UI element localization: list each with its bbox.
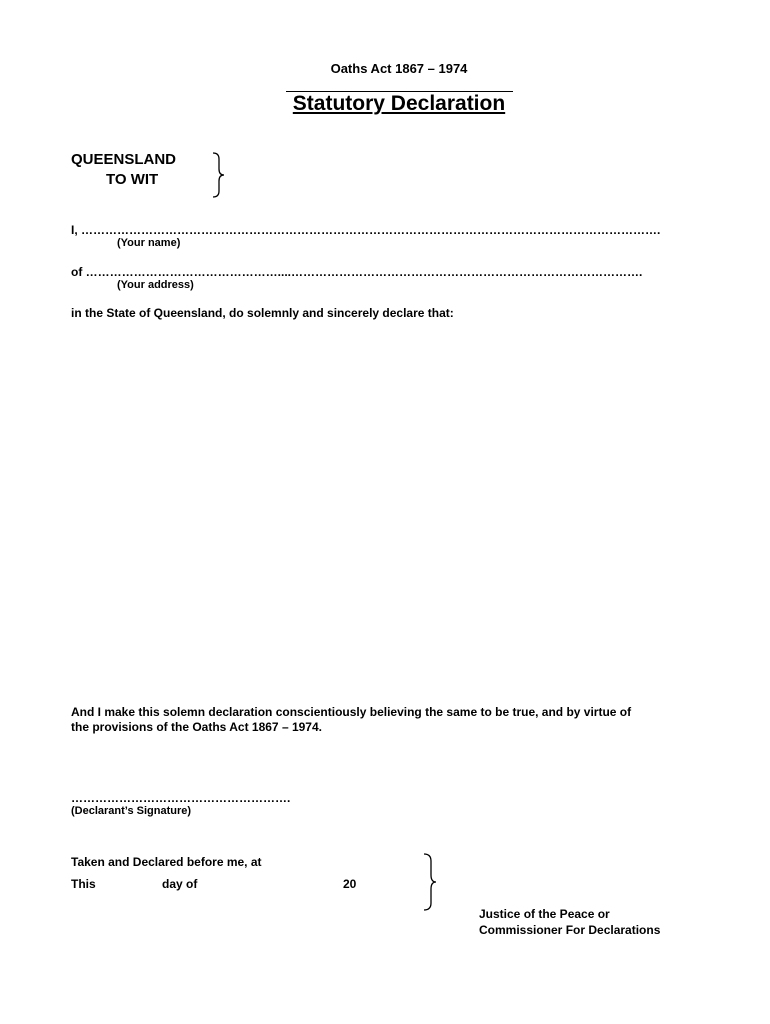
name-dots: ………………………………………………………………………………………………………………………………. <box>81 223 661 237</box>
address-field[interactable] <box>71 265 642 279</box>
to-wit-label: TO WIT <box>106 171 159 188</box>
closing-line-1: And I make this solemn declaration conscientiously believing the same to be true, and by virtue of <box>71 705 632 719</box>
witness-line-2: Commissioner For Declarations <box>479 923 661 937</box>
address-hint: (Your address) <box>117 279 194 291</box>
right-brace-icon <box>209 151 227 199</box>
state-label: QUEENSLAND <box>71 151 177 168</box>
act-heading: Oaths Act 1867 – 1974 <box>330 61 468 76</box>
signature-line[interactable]: ………………………………………………. <box>71 791 291 805</box>
closing-line-2: the provisions of the Oaths Act 1867 – 1974. <box>71 720 322 734</box>
right-brace-icon <box>420 852 440 912</box>
address-dots: …………………………………………....……………………………………………………………………………. <box>85 265 643 279</box>
day-of-label: day of <box>162 877 198 891</box>
declare-text: in the State of Queensland, do solemnly and sincerely declare that: <box>71 306 454 320</box>
name-field[interactable] <box>71 223 660 237</box>
signature-label: (Declarant’s Signature) <box>71 805 192 817</box>
name-prefix: I, <box>71 223 78 237</box>
year-label: 20 <box>343 877 357 891</box>
this-label: This <box>71 877 96 891</box>
taken-declared-text: Taken and Declared before me, at <box>71 855 262 869</box>
name-hint: (Your name) <box>117 237 181 249</box>
address-prefix: of <box>71 265 83 279</box>
witness-line-1: Justice of the Peace or <box>479 907 610 921</box>
page-title: Statutory Declaration <box>292 92 506 115</box>
